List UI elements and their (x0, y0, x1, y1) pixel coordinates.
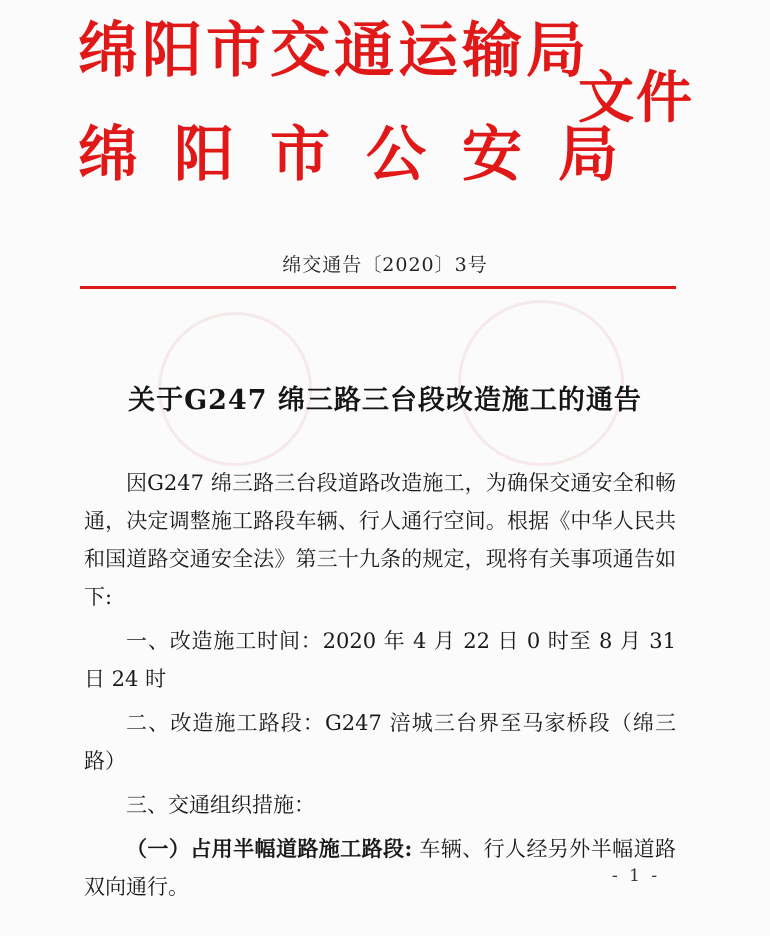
notice-title: 关于G247 绵三路三台段改造施工的通告 (128, 385, 642, 416)
item-half-road-measure (84, 830, 676, 906)
half-road-measure-text: 车辆、行人经另外半幅道路双向通行。 (84, 837, 676, 899)
issuing-org-public-security-bureau: 绵阳市公安局 (78, 120, 654, 190)
red-header-divider (80, 286, 676, 289)
issuing-org-transport-bureau: 绵阳市交通运输局 (78, 16, 590, 86)
item-traffic-measures: 三、交通组织措施： (126, 793, 315, 817)
notice-body (84, 464, 676, 906)
half-road-measure-heading: （一）占用半幅道路施工路段: (126, 836, 413, 861)
document-number: 绵交通告〔2020〕3号 (282, 254, 488, 276)
intro-paragraph: 因G247 绵三路三台段道路改造施工，为确保交通安全和畅通，决定调整施工路段车辆、行人通行空间。根据《中华人民共和国道路交通安全法》第三十九条的规定，现将有关事项通告如下: (84, 471, 676, 609)
item-construction-time: 一、改造施工时间：2020 年 4 月 22 日 0 时至 8 月 31 日 24 时 (84, 629, 676, 691)
document-type-label: 文件 (578, 66, 694, 131)
item-construction-section: 二、改造施工路段：G247 涪城三台界至马家桥段（绵三路） (84, 711, 676, 773)
page-number: - 1 - (612, 866, 661, 886)
